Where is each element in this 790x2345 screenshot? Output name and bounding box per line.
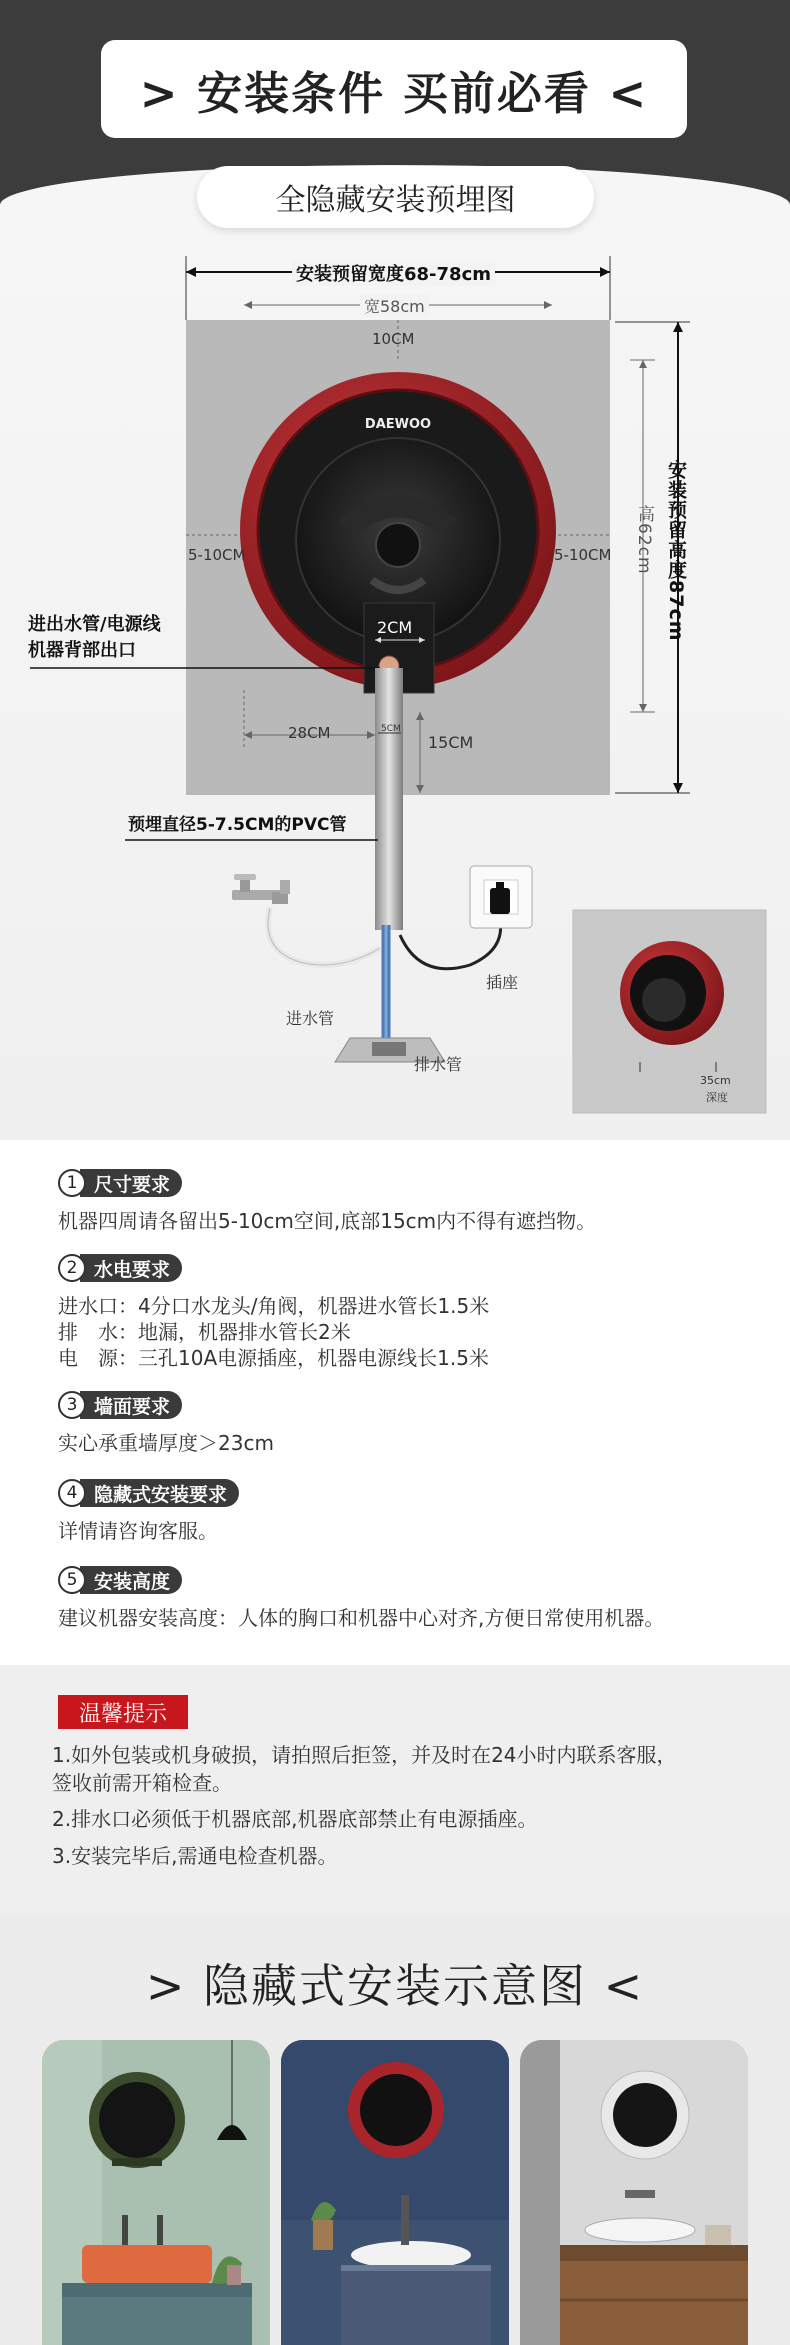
requirement-number: 4: [58, 1479, 86, 1507]
requirement-title: 水电要求: [80, 1254, 182, 1282]
example-photo-grey-wood: [520, 2040, 748, 2345]
depth-caption: 深度: [706, 1091, 728, 1104]
drain-label: 排水管: [414, 1055, 463, 1074]
requirement-text: [58, 1293, 489, 1371]
pvc-label: 预埋直径5-7.5CM的PVC管: [128, 815, 347, 835]
requirement-line: 电 源：三孔10A电源插座，机器电源线长1.5米: [58, 1346, 489, 1370]
example-photo-green-bathroom: [42, 2040, 270, 2345]
requirement-title: 安装高度: [80, 1566, 182, 1594]
requirement-text: 实心承重墙厚度＞23cm: [58, 1431, 274, 1455]
inlet-label: 进水管: [286, 1009, 335, 1028]
machine-width-label: 宽58cm: [360, 294, 429, 317]
requirement-4: [58, 1478, 239, 1544]
height-reserve-label: 安装预留高度87cm: [665, 460, 687, 642]
width-reserve-label: 安装预留宽度68-78cm: [292, 260, 495, 286]
machine-height-label: 高62cm: [634, 505, 654, 575]
tips-badge: 温馨提示: [58, 1695, 188, 1729]
diagram-title: 全隐藏安装预埋图: [197, 166, 594, 228]
requirement-1: [58, 1168, 596, 1234]
outlet-size-label: 2CM: [377, 618, 413, 637]
tip-line: 3.安装完毕后,需通电检查机器。: [52, 1844, 338, 1868]
requirement-line: 进水口：4分口水龙头/角阀，机器进水管长1.5米: [58, 1294, 490, 1318]
requirement-3: [58, 1390, 274, 1456]
outlet-label-line2: 机器背部出口: [28, 640, 136, 661]
pvc-pipe: [375, 668, 403, 930]
faucet: [232, 874, 290, 904]
requirement-text: 建议机器安装高度：人体的胸口和机器中心对齐,方便日常使用机器。: [58, 1606, 665, 1630]
outlet-label-line1: 进出水管/电源线: [28, 614, 161, 635]
requirement-text: 详情请咨询客服。: [58, 1519, 218, 1543]
pipe-width-label: 5CM: [381, 724, 401, 734]
bottom-height-label: 15CM: [428, 733, 474, 752]
left-gap-label: 5-10CM: [188, 546, 246, 564]
tip-line: 签收前需开箱检查。: [52, 1771, 232, 1795]
page-title: > 安装条件 买前必看 <: [101, 40, 687, 138]
socket-label: 插座: [486, 973, 519, 992]
requirement-2: [58, 1253, 489, 1371]
requirement-number: 3: [58, 1391, 86, 1419]
requirement-number: 5: [58, 1566, 86, 1594]
requirement-title: 尺寸要求: [80, 1169, 182, 1197]
requirement-5: [58, 1565, 664, 1631]
requirement-title: 隐藏式安装要求: [80, 1479, 239, 1507]
examples-title: > 隐藏式安装示意图 <: [145, 1959, 645, 2013]
requirements-section: [0, 1140, 790, 1665]
tip-line: 1.如外包装或机身破损，请拍照后拒签，并及时在24小时内联系客服，: [52, 1743, 677, 1767]
example-photo-blue-bathroom: [281, 2040, 509, 2345]
requirement-number: 2: [58, 1254, 86, 1282]
tips-section: [0, 1665, 790, 1915]
brand-logo: DAEWOO: [364, 417, 432, 432]
bottom-left-label: 28CM: [288, 724, 331, 742]
requirement-number: 1: [58, 1169, 86, 1197]
installation-examples-section: [0, 1915, 790, 2345]
requirement-line: 排 水：地漏，机器排水管长2米: [58, 1320, 351, 1344]
requirement-text: 机器四周请各留出5-10cm空间,底部15cm内不得有遮挡物。: [58, 1209, 597, 1233]
top-gap-label: 10CM: [372, 330, 415, 348]
tip-line: 2.排水口必须低于机器底部,机器底部禁止有电源插座。: [52, 1807, 538, 1831]
requirement-title: 墙面要求: [80, 1391, 182, 1419]
depth-label: 35cm: [700, 1074, 731, 1087]
right-gap-label: 5-10CM: [554, 546, 612, 564]
